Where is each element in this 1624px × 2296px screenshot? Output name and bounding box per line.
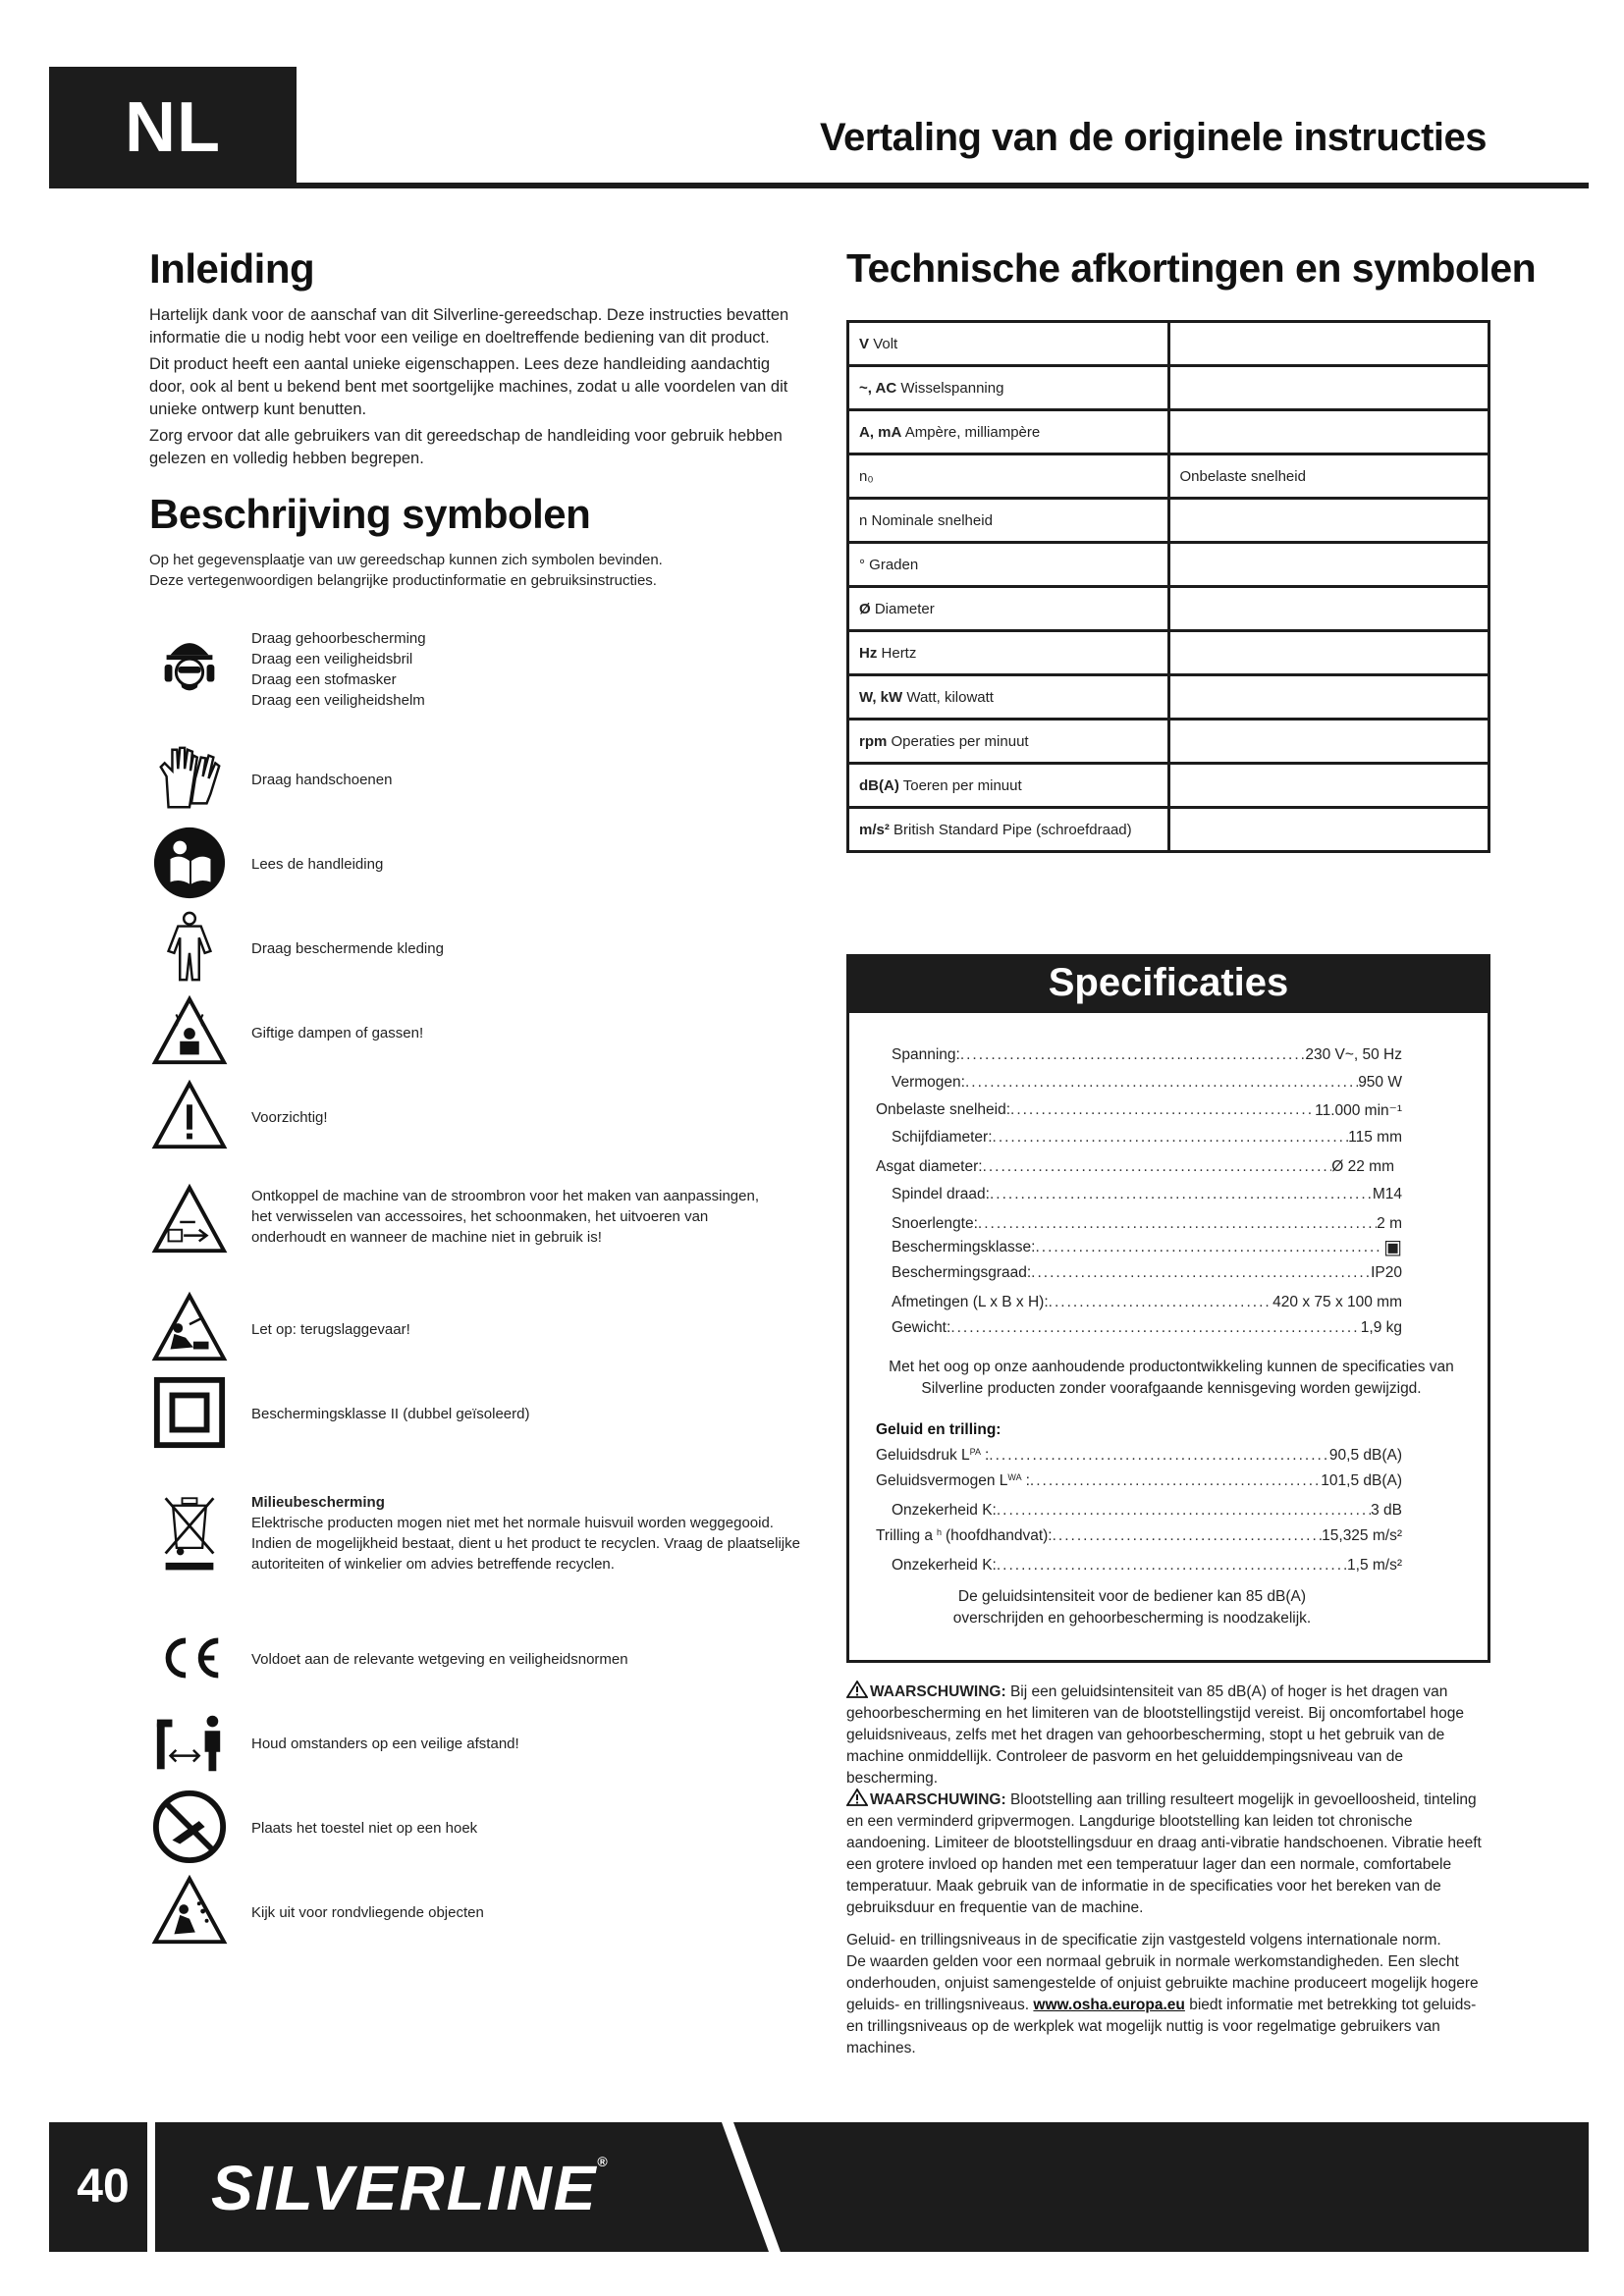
abbr-right-cell: [1168, 322, 1489, 366]
abbr-desc: Hertz: [881, 644, 917, 662]
abbr-desc: n₀: [859, 467, 874, 485]
abbr-right-cell: [1168, 587, 1489, 631]
spec-row: [892, 1186, 1402, 1203]
footer-divider: [147, 2122, 155, 2252]
table-row: [848, 322, 1489, 366]
table-row: [848, 410, 1489, 454]
spec-label: Beschermingsklasse:: [892, 1239, 1036, 1255]
read-manual-icon: [149, 823, 230, 903]
abbr-code: W, kW: [859, 688, 903, 706]
symbol-label: Draag een veiligheidshelm: [251, 692, 425, 709]
symbols-intro: Op het gegevensplaatje van uw gereedschap kunnen zich symbolen bevinden. Deze vertegenwoordigen belangrijke productinformatie en gebruiksinstructies.: [149, 552, 663, 589]
symbol-label: Draag een veiligheidsbril: [251, 651, 413, 667]
table-row: [848, 808, 1489, 852]
noise-label-suffix: (hoofdhandvat):: [946, 1527, 1053, 1544]
abbr-code: dB(A): [859, 776, 899, 794]
symbol-title: Milieubescherming: [251, 1494, 385, 1511]
warning-text: Bij een geluidsintensiteit van 85 dB(A) of hoger is het dragen van gehoorbescherming en het limiteren van de blootstellingstijd vereist. Bij oncomfortabel hoge geluidsniveaus, zelfs met het dragen van gehoorbescherming, stopt u het gebruik van de machine onmiddellijk. Controleer de pasvorm en het geluiddempingsniveau van de bescherming.: [846, 1683, 1464, 1787]
abbr-cell: [848, 720, 1169, 764]
footer-stripe-icon: [722, 2122, 781, 2252]
protective-clothing-icon: [149, 907, 230, 988]
abbr-cell: [848, 499, 1169, 543]
spec-row: [892, 1129, 1402, 1147]
kickback-icon: [149, 1288, 230, 1368]
table-row: [848, 587, 1489, 631]
symbol-label: Ontkoppel de machine van de stroombron voor het maken van aanpassingen, het verwisselen van accessoires, het schoonmaken, het uitvoeren van onderhoudt en wanneer de machine niet in gebruik is!: [251, 1188, 759, 1246]
gloves-icon: [149, 738, 230, 819]
abbr-cell: [848, 366, 1169, 410]
language-code: NL: [125, 88, 221, 167]
table-row: [848, 631, 1489, 675]
page-title: Vertaling van de originele instructies: [820, 116, 1487, 159]
spec-label: Afmetingen (L x B x H):: [892, 1294, 1049, 1310]
table-row: [848, 499, 1489, 543]
warning-label: WAARSCHUWING:: [870, 1683, 1006, 1700]
abbr-cell: [848, 675, 1169, 720]
abbr-cell: [848, 808, 1169, 852]
spec-row: [892, 1074, 1402, 1092]
abbr-cell: [848, 322, 1169, 366]
abbr-right-cell: [1168, 675, 1489, 720]
abbr-code: Ø: [859, 600, 871, 617]
spec-row: [876, 1101, 1402, 1120]
warning-block: [846, 1789, 1494, 1919]
abbr-desc: Toeren per minuut: [902, 776, 1022, 794]
noise-value: 90,5 dB(A): [1328, 1447, 1402, 1464]
noise-heading: Geluid en trilling:: [876, 1421, 1001, 1438]
class-ii-icon: [149, 1372, 230, 1453]
noise-value: 101,5 dB(A): [1321, 1472, 1402, 1489]
spec-value: 420 x 75 x 100 mm: [1272, 1294, 1402, 1310]
abbr-right-cell: [1168, 631, 1489, 675]
closing-line: Geluid- en trillingsniveaus in de specificatie zijn vastgesteld volgens internationale norm.: [846, 1932, 1441, 1949]
ppe-head-icon: [149, 624, 230, 705]
intro-heading: Inleiding: [149, 245, 315, 292]
spec-value: 230 V~, 50 Hz: [1305, 1046, 1402, 1063]
noise-row: [892, 1502, 1402, 1520]
warning-label: WAARSCHUWING:: [870, 1791, 1006, 1808]
abbr-code: ~, AC: [859, 379, 897, 397]
abbr-desc: British Standard Pipe (schroefdraad): [893, 821, 1132, 838]
abbr-desc: n Nominale snelheid: [859, 511, 993, 529]
abbr-cell: [848, 454, 1169, 499]
abbr-right-cell: [1168, 499, 1489, 543]
warning-icon: [846, 1789, 868, 1806]
spec-label: Spanning:: [892, 1046, 960, 1063]
abbr-code: V: [859, 335, 870, 352]
abbr-right-cell: [1168, 764, 1489, 808]
symbol-label: Draag beschermende kleding: [251, 940, 444, 957]
abbr-right-cell: [1168, 366, 1489, 410]
abbr-right-cell: [1168, 410, 1489, 454]
spec-row: [892, 1239, 1402, 1256]
symbol-label: Elektrische producten mogen niet met het normale huisvuil worden weggegooid. Indien de mogelijkheid bestaat, dient u het product te recyclen. Vraag de plaatselijke autoriteiten of winkelier om advies betreffende recyclen.: [251, 1515, 800, 1573]
noise-label: Onzekerheid K:: [892, 1557, 997, 1574]
symbol-label: Voldoet aan de relevante wetgeving en veiligheidsnormen: [251, 1651, 628, 1668]
symbol-label: Draag handschoenen: [251, 772, 393, 788]
warning-block: [846, 1681, 1494, 1789]
abbr-code: rpm: [859, 732, 888, 750]
unplug-icon: [149, 1180, 230, 1260]
abbr-right-cell: Onbelaste snelheid: [1168, 454, 1489, 499]
spec-label: Onbelaste snelheid:: [876, 1101, 1011, 1118]
symbol-label: Voorzichtig!: [251, 1109, 328, 1126]
spec-value: 2 m: [1377, 1215, 1402, 1232]
symbol-label: Lees de handleiding: [251, 856, 384, 873]
abbr-desc: Diameter: [874, 600, 935, 617]
specs-note: Met het oog op onze aanhoudende productontwikkeling kunnen de specificaties van Silverline producten zonder voorafgaande kennisgeving worden gewijzigd.: [889, 1359, 1454, 1397]
noise-value: 15,325 m/s²: [1322, 1527, 1402, 1544]
table-row: [848, 454, 1489, 499]
table-row: [848, 764, 1489, 808]
closing-text-before: De waarden gelden voor een normaal gebruik in normale werkomstandigheden. Een slecht onderhouden, onjuist samengestelde of onjuist gebruikte machine produceert mogelijk hogere geluids- en trillingsniveaus.: [846, 1953, 1479, 2013]
ce-mark-icon: [149, 1618, 230, 1698]
spec-value: 11.000 min⁻¹: [1315, 1102, 1402, 1119]
closing-text-after: biedt informatie met betrekking tot geluids- en trillingsniveaus op de werkplek wat mogelijk nuttig is voor regelmatige gebruikers van machines.: [846, 1997, 1477, 2056]
table-row: [848, 366, 1489, 410]
brand-logo: [211, 2142, 610, 2235]
spec-value: M14: [1372, 1186, 1402, 1202]
spec-label: Gewicht:: [892, 1319, 951, 1336]
specifications-heading: Specificaties: [846, 954, 1490, 1013]
noise-value: 3 dB: [1371, 1502, 1402, 1519]
flying-objects-icon: [149, 1871, 230, 1951]
abbr-right-cell: [1168, 808, 1489, 852]
page-number: 40: [77, 2161, 130, 2213]
spec-value: 1,9 kg: [1360, 1319, 1402, 1336]
noise-value: 1,5 m/s²: [1347, 1557, 1402, 1574]
noise-sub: PA: [969, 1447, 981, 1457]
toxic-fumes-icon: [149, 991, 230, 1072]
weee-bin-icon: [149, 1484, 230, 1578]
spec-value: 950 W: [1358, 1074, 1402, 1091]
spec-value: ▣: [1383, 1237, 1402, 1258]
abbr-code: A, mA: [859, 423, 902, 441]
symbol-label: Kijk uit voor rondvliegende objecten: [251, 1904, 484, 1921]
abbr-right-cell: [1168, 720, 1489, 764]
abbr-cell: [848, 631, 1169, 675]
noise-sub: h: [937, 1527, 943, 1537]
no-angle-icon: [149, 1787, 230, 1867]
abbr-cell: [848, 587, 1169, 631]
spec-label: Beschermingsgraad:: [892, 1264, 1032, 1281]
intro-text: [149, 304, 797, 474]
spec-value: IP20: [1371, 1264, 1402, 1281]
spec-row: [892, 1264, 1402, 1282]
table-row: [848, 543, 1489, 587]
noise-label: Onzekerheid K:: [892, 1502, 997, 1519]
table-row: [848, 675, 1489, 720]
symbols-heading: Beschrijving symbolen: [149, 491, 591, 537]
noise-sub: WA: [1007, 1472, 1022, 1482]
keep-distance-icon: [149, 1702, 230, 1783]
abbr-desc: Wisselspanning: [900, 379, 1004, 397]
abbr-desc: ° Graden: [859, 556, 919, 573]
symbol-label: Let op: terugslaggevaar!: [251, 1321, 410, 1338]
spec-row: [892, 1294, 1402, 1311]
spec-row: [892, 1319, 1402, 1337]
abbr-desc: Operaties per minuut: [891, 732, 1029, 750]
abbr-cell: [848, 764, 1169, 808]
spec-value: Ø 22 mm: [1331, 1158, 1394, 1175]
warning-icon: [846, 1681, 868, 1698]
noise-row: [892, 1557, 1402, 1575]
registered-mark: ®: [597, 2154, 610, 2169]
abbr-cell: [848, 543, 1169, 587]
abbreviations-heading: Technische afkortingen en symbolen: [846, 245, 1537, 291]
abbr-cell: [848, 410, 1169, 454]
abbr-desc: Ampère, milliampère: [904, 423, 1041, 441]
spec-label: Spindel draad:: [892, 1186, 990, 1202]
spec-label: Vermogen:: [892, 1074, 965, 1091]
symbol-label: Houd omstanders op een veilige afstand!: [251, 1735, 519, 1752]
intro-paragraph: Dit product heeft een aantal unieke eigenschappen. Lees deze handleiding aandachtig door, ook al bent u bekend bent met soortgelijke machines, zodat u alle voordelen van dit unieke ontwerp kunt benutten.: [149, 355, 788, 418]
closing-text: [846, 1930, 1494, 2059]
caution-icon: [149, 1076, 230, 1156]
noise-label: Trilling a: [876, 1527, 933, 1544]
symbol-label: Draag gehoorbescherming: [251, 630, 426, 647]
noise-note: De geluidsintensiteit voor de bediener kan 85 dB(A) overschrijden en gehoorbescherming is noodzakelijk.: [952, 1588, 1312, 1627]
spec-label: Asgat diameter:: [876, 1158, 983, 1175]
spec-label: Snoerlengte:: [892, 1215, 978, 1232]
brand-name: SILVERLINE: [211, 2153, 598, 2223]
noise-row: Geluidsvermogen L WA : ..... 101,5 dB(A): [876, 1472, 1402, 1490]
header-rule: [49, 183, 1589, 188]
warning-text: Blootstelling aan trilling resulteert mogelijk in gevoelloosheid, tinteling en een verminderd gripvermogen. Langdurige blootstelling kan leiden tot chronische aandoening. Limiteer de blootstellingsduur en draag anti-vibratie handschoenen. Vibratie heeft een grotere invloed op handen met een temperatuur lager dan een normale, comfortabele temperatuur. Maak gebruik van de informatie in de specificaties voor het bereken van de gebruiksduur en frequentie van de machine.: [846, 1791, 1482, 1916]
abbr-code: Hz: [859, 644, 878, 662]
spec-value: 115 mm: [1348, 1129, 1402, 1146]
abbreviations-table: [846, 320, 1490, 853]
intro-paragraph: Hartelijk dank voor de aanschaf van dit Silverline-gereedschap. Deze instructies bevatten informatie die u nodig hebt voor een veilige en doeltreffende bediening van dit product.: [149, 306, 789, 347]
intro-paragraph: Zorg ervoor dat alle gebruikers van dit gereedschap de handleiding voor gebruik hebben gelezen en volledig hebben begrepen.: [149, 427, 783, 467]
spec-row: [892, 1215, 1402, 1233]
abbr-desc: Watt, kilowatt: [906, 688, 994, 706]
noise-row: Geluidsdruk L PA : ..... 90,5 dB(A): [876, 1447, 1402, 1465]
abbr-desc: Volt: [873, 335, 898, 352]
symbol-label: Giftige dampen of gassen!: [251, 1025, 424, 1041]
abbr-right-cell: [1168, 543, 1489, 587]
closing-paragraph: [846, 1951, 1494, 2059]
osha-link[interactable]: www.osha.europa.eu: [1033, 1997, 1185, 2013]
abbr-code: m/s²: [859, 821, 890, 838]
spec-row: [876, 1158, 1394, 1176]
symbol-label: Plaats het toestel niet op een hoek: [251, 1820, 478, 1837]
spec-row: [892, 1046, 1402, 1064]
noise-row: [876, 1527, 1402, 1545]
spec-label: Schijfdiameter:: [892, 1129, 993, 1146]
table-row: [848, 720, 1489, 764]
noise-label: Geluidsdruk L: [876, 1447, 970, 1464]
symbol-label: Beschermingsklasse II (dubbel geïsoleerd): [251, 1406, 530, 1422]
noise-label: Geluidsvermogen L: [876, 1472, 1008, 1489]
symbol-label: Draag een stofmasker: [251, 671, 397, 688]
